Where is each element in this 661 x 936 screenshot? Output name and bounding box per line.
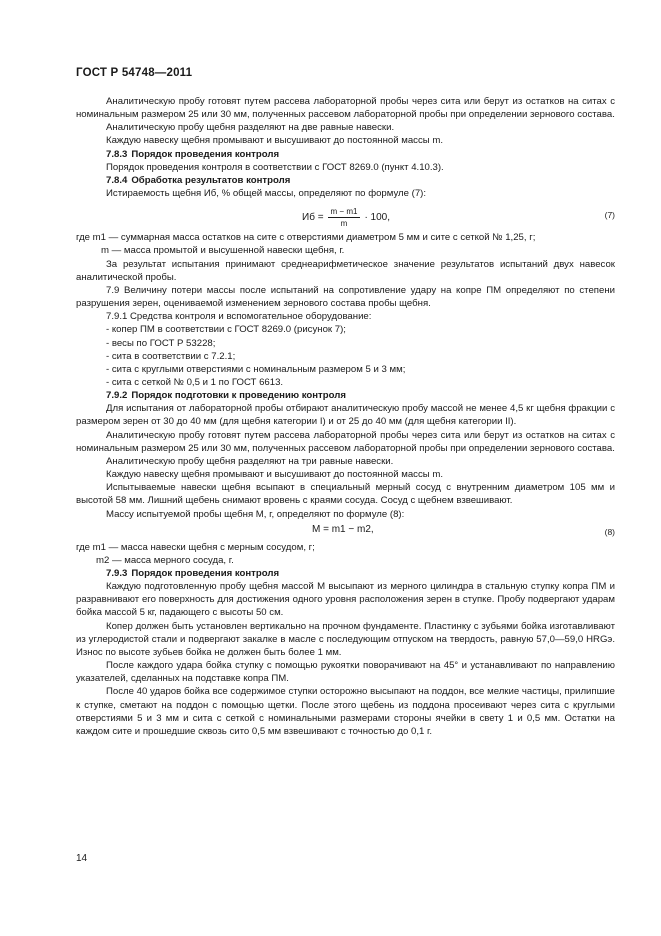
paragraph: Каждую навеску щебня промывают и высушивают до постоянной массы m.	[106, 135, 443, 147]
list-item: - копер ПМ в соответствии с ГОСТ 8269.0 (рисунок 7);	[106, 324, 346, 336]
formula-7	[76, 203, 615, 229]
section-heading-7-8-4	[76, 174, 615, 187]
equation-number: (8)	[604, 526, 615, 537]
paragraph: Каждую навеску щебня промывают и высушивают до постоянной массы m.	[106, 469, 443, 481]
paragraph: Массу испытуемой пробы щебня M, г, определяют по формуле (8):	[106, 508, 405, 520]
section-title: Порядок проведения контроля	[131, 148, 280, 160]
paragraph: Порядок проведения контроля в соответствии с ГОСТ 8269.0 (пункт 4.10.3).	[106, 161, 444, 173]
formula-legend: m2 — масса мерного сосуда, г.	[96, 554, 234, 566]
formula-legend: где m1 — суммарная масса остатков на сите с отверстиями диаметром 5 мм и сите с сеткой № 1,25, г;	[76, 232, 536, 244]
formula-rhs: · 100,	[364, 212, 391, 224]
list-item: - сита с круглыми отверстиями с номинальным размером 5 и 3 мм;	[106, 363, 406, 375]
formula-legend: где m1 — масса навески щебня с мерным сосудом, г;	[76, 541, 315, 553]
formula-body: M = m1 − m2,	[312, 523, 374, 535]
paragraph: Аналитическую пробу готовят путем рассева лабораторной пробы через сита или берут из остатков на ситах с номинальным размером 25 или 30 мм, полученных рассевом лабораторной пробы при определении зернового состава.	[76, 429, 615, 454]
document-header: ГОСТ Р 54748—2011	[76, 67, 193, 79]
paragraph: Аналитическую пробу готовят путем рассева лабораторной пробы через сита или берут из остатков на ситах с номинальным размером 25 или 30 мм, полученных рассевом лабораторной пробы при определении зернового состава.	[76, 96, 615, 121]
formula-8	[76, 523, 615, 539]
page-number: 14	[76, 853, 88, 864]
formula-legend: m — масса промытой и высушенной навески щебня, г.	[101, 245, 345, 257]
section-number: 7.9.2	[106, 390, 128, 402]
section-heading-7-9-2	[76, 389, 615, 402]
formula-body	[302, 207, 390, 228]
fraction-numerator: m − m1	[328, 207, 361, 218]
paragraph: 7.9.1 Средства контроля и вспомогательное оборудование:	[106, 311, 372, 323]
list-item: - сита с сеткой № 0,5 и 1 по ГОСТ 6613.	[106, 376, 284, 388]
list-item: - весы по ГОСТ Р 53228;	[106, 337, 216, 349]
paragraph: Для испытания от лабораторной пробы отбирают аналитическую пробу массой не менее 4,5 кг щебня фракции с размером зерен от 30 до 40 мм (для щебня категории I) и от 25 до 40 мм (для щебня категории II).	[76, 403, 615, 428]
section-heading-7-8-3	[76, 148, 615, 161]
section-title: Обработка результатов контроля	[131, 174, 291, 186]
page-content	[76, 95, 615, 738]
paragraph: Каждую подготовленную пробу щебня массой M высыпают из мерного цилиндра в стальную ступку копра ПМ и разравнивают его поверхность для достижения одного уровня расположения зерен в ступке. Пробу подвергают ударам бойка массой 5 кг, падающего с высоты 50 см.	[76, 581, 615, 619]
formula-lhs: Иб =	[302, 212, 324, 224]
section-number: 7.9.3	[106, 568, 128, 579]
section-number: 7.8.4	[106, 174, 128, 186]
section-heading-7-9-3	[76, 567, 615, 580]
section-title: Порядок подготовки к проведению контроля	[131, 390, 346, 402]
paragraph: Истираемость щебня Иб, % общей массы, определяют по формуле (7):	[106, 188, 427, 200]
fraction-denominator: m	[340, 219, 348, 229]
formula-fraction	[328, 207, 361, 228]
section-number: 7.8.3	[106, 148, 128, 160]
equation-number: (7)	[604, 210, 615, 221]
paragraph: 7.9 Величину потери массы после испытаний на сопротивление удару на копре ПМ определяют по степени разрушения зерен, оцениваемой изменением зернового состава пробы щебня.	[76, 284, 615, 310]
paragraph: После каждого удара бойка ступку с помощью рукоятки поворачивают на 45° и устанавливают по направлению указателей, сделанных на подставке копра ПМ.	[76, 660, 615, 685]
paragraph: За результат испытания принимают среднеарифметическое значение результатов испытаний двух навесок аналитической пробы.	[76, 258, 615, 283]
paragraph: Аналитическую пробу щебня разделяют на две равные навески.	[106, 122, 395, 134]
paragraph: Испытываемые навески щебня всыпают в специальный мерный сосуд с внутренним диаметром 105 мм и высотой 58 мм. Лишний щебень снимают вровень с краями сосуда. Сосуд с щебнем взвешивают.	[76, 482, 615, 507]
paragraph: Аналитическую пробу щебня разделяют на три равные навески.	[106, 455, 394, 467]
paragraph: Копер должен быть установлен вертикально на прочном фундаменте. Пластинку с зубьями бойка изготавливают из углеродистой стали и подвергают закалке в масле с последующим отпуском на твердость, равную 57,0—59,0 HRGэ. Износ по высоте зубьев бойка не должен быть более 1 мм.	[76, 620, 615, 658]
list-item: - сита в соответствии с 7.2.1;	[106, 350, 236, 362]
paragraph: После 40 ударов бойка все содержимое ступки осторожно высыпают на поддон, все мелкие частицы, прилипшие к ступке, сметают на поддон с помощью щетки. После этого щебень из поддона просеивают через сита с круглыми отверстиями 5 и 3 мм и сита с сеткой с номинальными размерами стороны ячейки в свету 1 и 0,5 мм. Остатки на каждом сите и прошедшие сквозь сито 0,5 мм взвешивают с точностью до 0,1 г.	[76, 686, 615, 737]
section-title: Порядок проведения контроля	[131, 568, 280, 579]
